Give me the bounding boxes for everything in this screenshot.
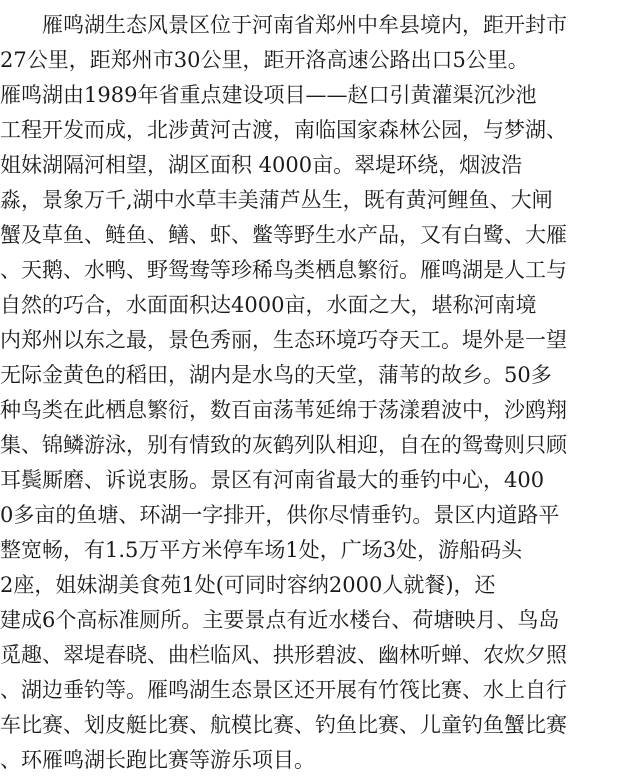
text-line: 内郑州以东之最，景色秀丽，生态环境巧夺天工。堤外是一望 [0,328,567,352]
text-line: 种鸟类在此栖息繁衍，数百亩荡苇延绵于荡漾碧波中，沙鸥翔 [0,398,567,422]
text-line: 整宽畅，有1.5万平方米停车场1处，广场3处，游船码头 [0,538,523,562]
text-line: 耳鬓厮磨、诉说衷肠。景区有河南省最大的垂钓中心，400 [0,468,545,492]
text-line: 、湖边垂钓等。雁鸣湖生态景区还开展有竹筏比赛、水上自行 [0,678,567,702]
text-line: 27公里，距郑州市30公里，距开洛高速公路出口5公里。 [0,48,529,72]
text-line: 建成6个高标准厕所。主要景点有近水楼台、荷塘映月、鸟岛 [0,608,560,632]
text-line: 雁鸣湖由1989年省重点建设项目——赵口引黄灌渠沉沙池 [0,83,537,107]
text-line: 2座，姐妹湖美食苑1处(可同时容纳2000人就餐)，还 [0,573,496,597]
text-line: 觅趣、翠堤春晓、曲栏临风、拱形碧波、幽林听蝉、农炊夕照 [0,643,567,667]
text-line: 0多亩的鱼塘、环湖一字排开，供你尽情垂钓。景区内道路平 [0,503,560,527]
text-line: 自然的巧合，水面面积达4000亩，水面之大，堪称河南境 [0,293,537,317]
text-line: 车比赛、划皮艇比赛、航模比赛、钓鱼比赛、儿童钓鱼蟹比赛 [0,713,567,737]
text-line: 、天鹅、水鸭、野鸳鸯等珍稀鸟类栖息繁衍。雁鸣湖是人工与 [0,258,567,282]
text-line: 雁鸣湖生态风景区位于河南省郑州中牟县境内，距开封市 [0,13,567,37]
text-line: 工程开发而成，北涉黄河古渡，南临国家森林公园，与梦湖、 [0,118,567,142]
text-line: 淼，景象万千,湖中水草丰美蒲芦丛生，既有黄河鲤鱼、大闸 [0,188,553,212]
text-line: 无际金黄色的稻田，湖内是水鸟的天堂，蒲苇的故乡。50多 [0,363,552,387]
text-line: 蟹及草鱼、鲢鱼、鳝、虾、鳖等野生水产品，又有白鹭、大雁 [0,223,567,247]
text-line: 姐妹湖隔河相望，湖区面积 4000亩。翠堤环绕，烟波浩 [0,153,523,177]
text-line: 集、锦鳞游泳，别有情致的灰鹤列队相迎，自在的鸳鸯则只顾 [0,433,567,457]
text-line: 、环雁鸣湖长跑比赛等游乐项目。 [0,748,315,772]
